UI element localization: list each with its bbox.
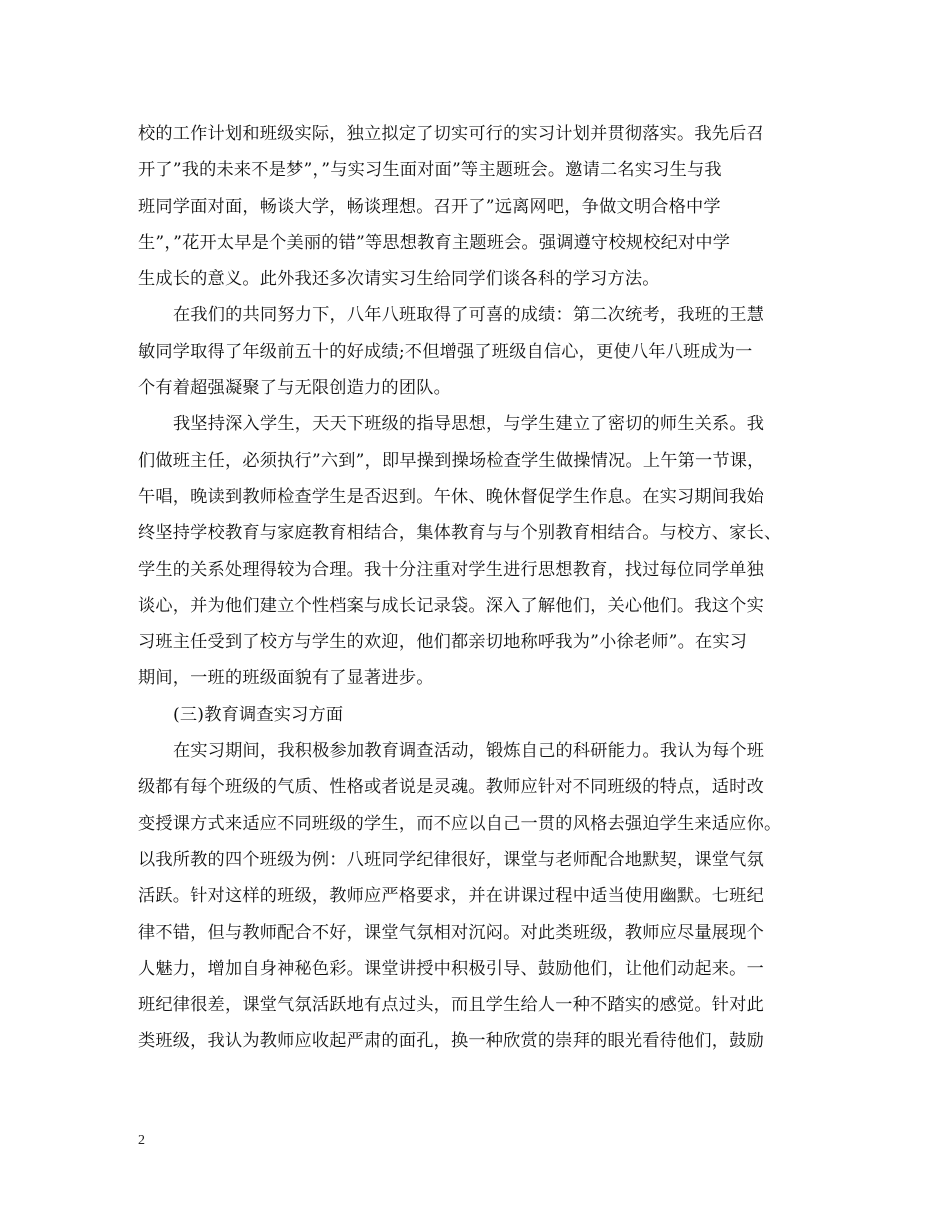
text-line: 敏同学取得了年级前五十的好成绩;不但增强了班级自信心，更使八年八班成为一 [138, 341, 753, 362]
text-line: 们做班主任，必须执行”六到”，即早操到操场检查学生做操情况。上午第一节课， [138, 450, 765, 471]
text-line: 谈心，并为他们建立个性档案与成长记录袋。深入了解他们，关心他们。我这个实 [138, 595, 764, 616]
text-line: 期间，一班的班级面貌有了显著进步。 [138, 668, 434, 689]
text-line: 活跃。针对这样的班级，教师应严格要求，并在讲课过程中适当使用幽默。七班纪 [138, 886, 764, 907]
text-line: 人魅力，增加自身神秘色彩。课堂讲授中积极引导、鼓励他们，让他们动起来。一 [138, 958, 764, 979]
text-line: 变授课方式来适应不同班级的学生，而不应以自己一贯的风格去强迫学生来适应你。 [138, 813, 782, 834]
document-body [138, 116, 828, 1060]
text-line: 学生的关系处理得较为合理。我十分注重对学生进行思想教育，找过每位同学单独 [138, 559, 764, 580]
text-line: 以我所教的四个班级为例：八班同学纪律很好，课堂与老师配合地默契，课堂气氛 [138, 849, 764, 870]
text-line: 在我们的共同努力下，八年八班取得了可喜的成绩：第二次统考，我班的王慧 [173, 305, 765, 326]
text-line: 我坚持深入学生，天天下班级的指导思想，与学生建立了密切的师生关系。我 [173, 414, 765, 435]
text-line: (三)教育调查实习方面 [173, 704, 344, 725]
text-line: 午唱，晚读到教师检查学生是否迟到。午休、晚休督促学生作息。在实习期间我始 [138, 486, 764, 507]
text-line: 班纪律很差，课堂气氛活跃地有点过头，而且学生给人一种不踏实的感觉。针对此 [138, 995, 764, 1016]
page-number: 2 [138, 1133, 145, 1148]
text-line: 类班级，我认为教师应收起严肃的面孔，换一种欣赏的崇拜的眼光看待他们，鼓励 [138, 1031, 764, 1052]
text-line: 开了”我的未来不是梦”，”与实习生面对面”等主题班会。邀请二名实习生与我 [138, 160, 722, 181]
text-line: 终坚持学校教育与家庭教育相结合，集体教育与与个别教育相结合。与校方、家长、 [138, 523, 782, 544]
text-line: 在实习期间，我积极参加教育调查活动，锻炼自己的科研能力。我认为每个班 [173, 741, 765, 762]
text-line: 习班主任受到了校方与学生的欢迎，他们都亲切地称呼我为”小徐老师”。在实习 [138, 632, 748, 653]
text-line: 校的工作计划和班级实际，独立拟定了切实可行的实习计划并贯彻落实。我先后召 [138, 124, 764, 144]
text-line: 生成长的意义。此外我还多次请实习生给同学们谈各科的学习方法。 [138, 269, 660, 290]
text-line: 律不错，但与教师配合不好，课堂气氛相对沉闷。对此类班级，教师应尽量展现个 [138, 922, 764, 943]
text-line: 生”，”花开太早是个美丽的错”等思想教育主题班会。强调遵守校规校纪对中学 [138, 232, 731, 253]
text-line: 班同学面对面，畅谈大学，畅谈理想。召开了”远离网吧，争做文明合格中学 [138, 196, 721, 217]
text-line: 级都有每个班级的气质、性格或者说是灵魂。教师应针对不同班级的特点，适时改 [138, 777, 764, 798]
text-line: 个有着超强凝聚了与无限创造力的团队。 [138, 378, 451, 399]
